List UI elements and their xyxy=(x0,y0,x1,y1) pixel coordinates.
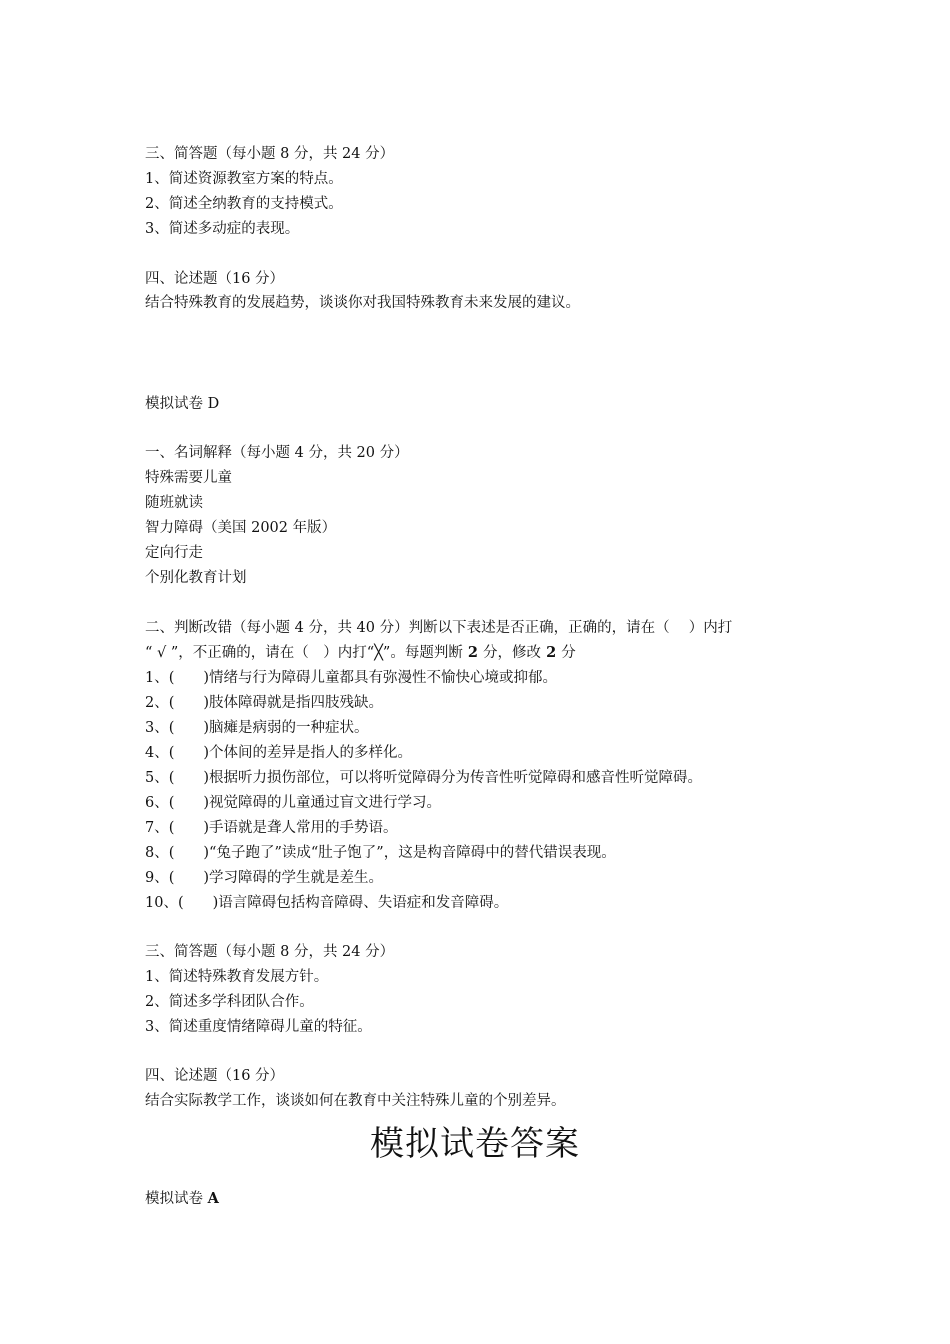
item-text: 手语就是聋人常用的手势语。 xyxy=(209,820,398,836)
section-heading-true-false: 二、判断改错（每小题 4 分，共 40 分）判断以下表述是否正确，正确的，请在（ ）内打 xyxy=(145,620,733,636)
instruction-text: “ √ ”，不正确的，请在（ ）内打“╳”。每题判断 xyxy=(145,645,463,661)
item-text: 情绪与行为障碍儿童都具有弥漫性不愉快心境或抑郁。 xyxy=(209,670,558,686)
term-item: 定向行走 xyxy=(145,545,203,561)
item-text: 肢体障碍就是指四肢残缺。 xyxy=(209,695,384,711)
term-item: 特殊需要儿童 xyxy=(145,470,232,486)
instruction-text: 分，修改 xyxy=(483,645,542,661)
section-heading-terms: 一、名词解释（每小题 4 分，共 20 分） xyxy=(145,445,409,461)
judgement-item xyxy=(145,768,702,788)
judgement-item xyxy=(145,868,383,888)
item-text: 根据听力损伤部位，可以将听觉障碍分为传音性听觉障碍和感音性听觉障碍。 xyxy=(209,770,703,786)
answers-subtitle xyxy=(145,1189,219,1209)
item-number: 8、( ) xyxy=(145,845,210,861)
paper-title: 模拟试卷 D xyxy=(145,396,220,412)
term-item: 个别化教育计划 xyxy=(145,570,247,586)
answers-subtitle-text: 模拟试卷 xyxy=(145,1191,208,1207)
judgement-item xyxy=(145,843,616,863)
question-item: 2、简述多学科团队合作。 xyxy=(145,994,314,1010)
question-item: 3、简述重度情绪障碍儿童的特征。 xyxy=(145,1019,372,1035)
essay-question: 结合特殊教育的发展趋势，谈谈你对我国特殊教育未来发展的建议。 xyxy=(145,295,580,311)
section-heading-short-answer: 三、简答题（每小题 8 分，共 24 分） xyxy=(145,146,395,162)
item-number: 2、( ) xyxy=(145,695,210,711)
question-item: 2、简述全纳教育的支持模式。 xyxy=(145,196,343,212)
item-text: 脑瘫是病弱的一种症状。 xyxy=(209,720,369,736)
judgement-item xyxy=(145,743,412,763)
judgement-item xyxy=(145,818,398,838)
item-text: 视觉障碍的儿童通过盲文进行学习。 xyxy=(209,795,442,811)
term-item: 智力障碍（美国 2002 年版） xyxy=(145,520,337,536)
essay-question: 结合实际教学工作，谈谈如何在教育中关注特殊儿童的个别差异。 xyxy=(145,1093,566,1109)
answers-title: 模拟试卷答案 xyxy=(370,1124,580,1164)
section-heading-essay: 四、论述题（16 分） xyxy=(145,1068,285,1084)
question-item: 1、简述特殊教育发展方针。 xyxy=(145,969,329,985)
judgement-item xyxy=(145,693,383,713)
item-text: “兔子跑了”读成“肚子饱了”，这是构音障碍中的替代错误表现。 xyxy=(209,845,616,861)
instruction-bold-score: 2 xyxy=(541,644,562,661)
item-number: 4、( ) xyxy=(145,745,210,761)
judgement-item xyxy=(145,718,369,738)
section-heading-essay: 四、论述题（16 分） xyxy=(145,271,285,287)
instruction-bold-score: 2 xyxy=(462,644,484,661)
item-number: 9、( ) xyxy=(145,870,210,886)
item-number: 10、( ) xyxy=(145,895,219,911)
item-number: 7、( ) xyxy=(145,820,210,836)
item-text: 个体间的差异是指人的多样化。 xyxy=(209,745,413,761)
judgement-item xyxy=(145,793,441,813)
section-heading-short-answer: 三、简答题（每小题 8 分，共 24 分） xyxy=(145,944,395,960)
instruction-text: 分 xyxy=(561,645,576,661)
question-item: 3、简述多动症的表现。 xyxy=(145,221,300,237)
term-item: 随班就读 xyxy=(145,495,203,511)
judgement-item xyxy=(145,668,557,688)
item-number: 1、( ) xyxy=(145,670,210,686)
item-number: 5、( ) xyxy=(145,770,210,786)
question-item: 1、简述资源教室方案的特点。 xyxy=(145,171,343,187)
instruction-line xyxy=(145,643,576,663)
item-number: 6、( ) xyxy=(145,795,210,811)
item-text: 学习障碍的学生就是差生。 xyxy=(209,870,384,886)
item-text: 语言障碍包括构音障碍、失语症和发音障碍。 xyxy=(218,895,509,911)
answers-subtitle-letter: A xyxy=(207,1190,219,1207)
item-number: 3、( ) xyxy=(145,720,210,736)
judgement-item xyxy=(145,893,508,913)
